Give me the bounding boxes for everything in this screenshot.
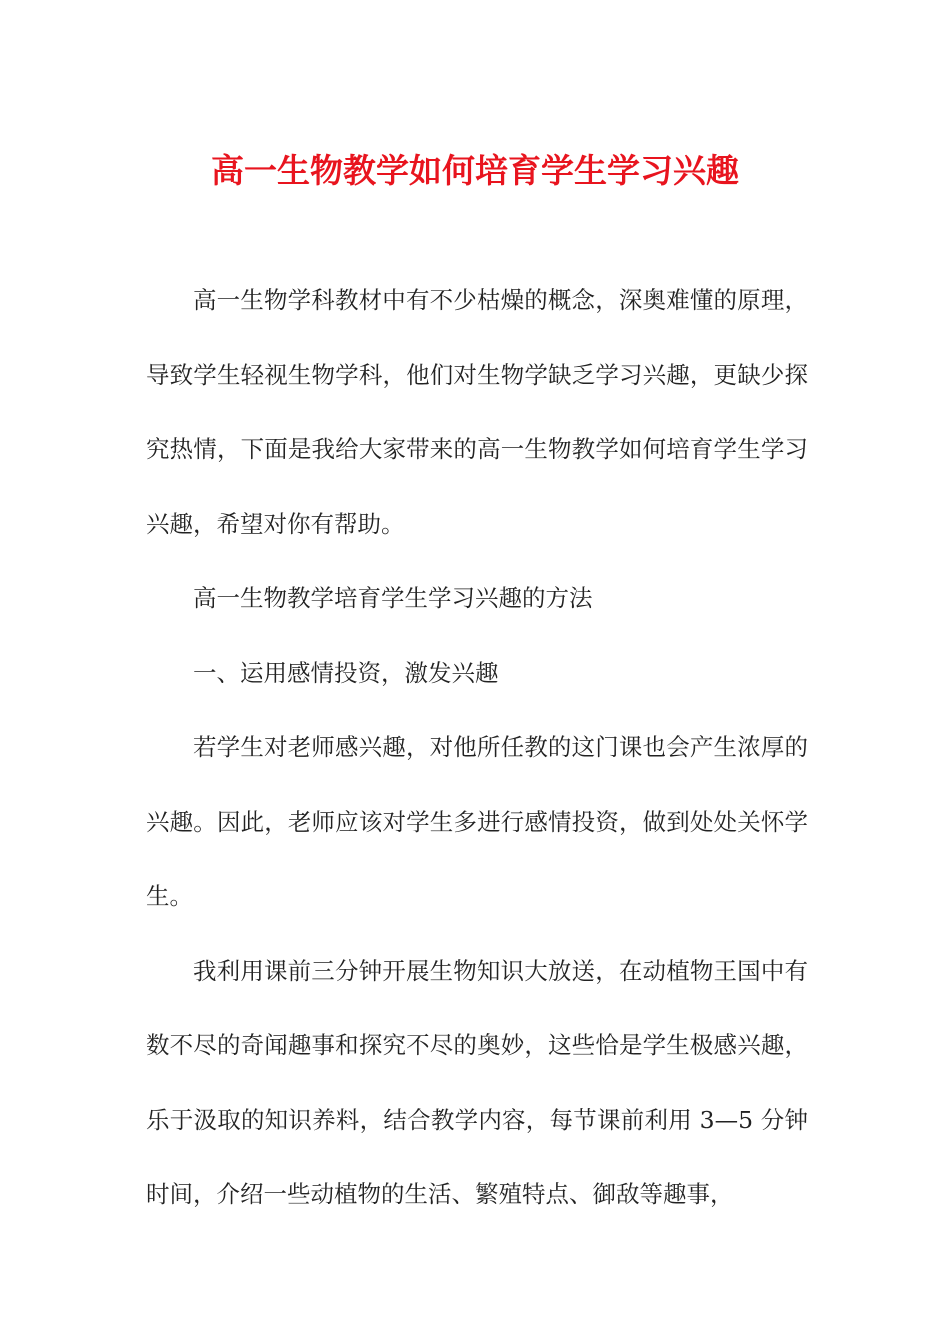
paragraph-intro: 高一生物学科教材中有不少枯燥的概念，深奥难懂的原理，导致学生轻视生物学科，他们对生物学缺乏学习兴趣，更缺少探究热情，下面是我给大家带来的高一生物教学如何培育学生学习兴趣，希望对你有帮助。 — [146, 286, 808, 538]
paragraph-section-heading: 高一生物教学培育学生学习兴趣的方法 — [193, 584, 593, 612]
paragraph-body-1: 若学生对老师感兴趣，对他所任教的这门课也会产生浓厚的兴趣。因此，老师应该对学生多进行感情投资，做到处处关怀学生。 — [146, 733, 808, 910]
paragraph-subheading-1: 一、运用感情投资，激发兴趣 — [193, 658, 499, 687]
paragraph-body-2: 我利用课前三分钟开展生物知识大放送，在动植物王国中有数不尽的奇闻趣事和探究不尽的奥妙，这些恰是学生极感兴趣，乐于汲取的知识养料，结合教学内容，每节课前利用 3—5 分钟时间，介绍一些动植物的生活、繁殖特点、御敌等趣事， — [146, 956, 808, 1208]
document-body — [146, 276, 808, 1258]
document-title: 高一生物教学如何培育学生学习兴趣 — [211, 151, 739, 190]
